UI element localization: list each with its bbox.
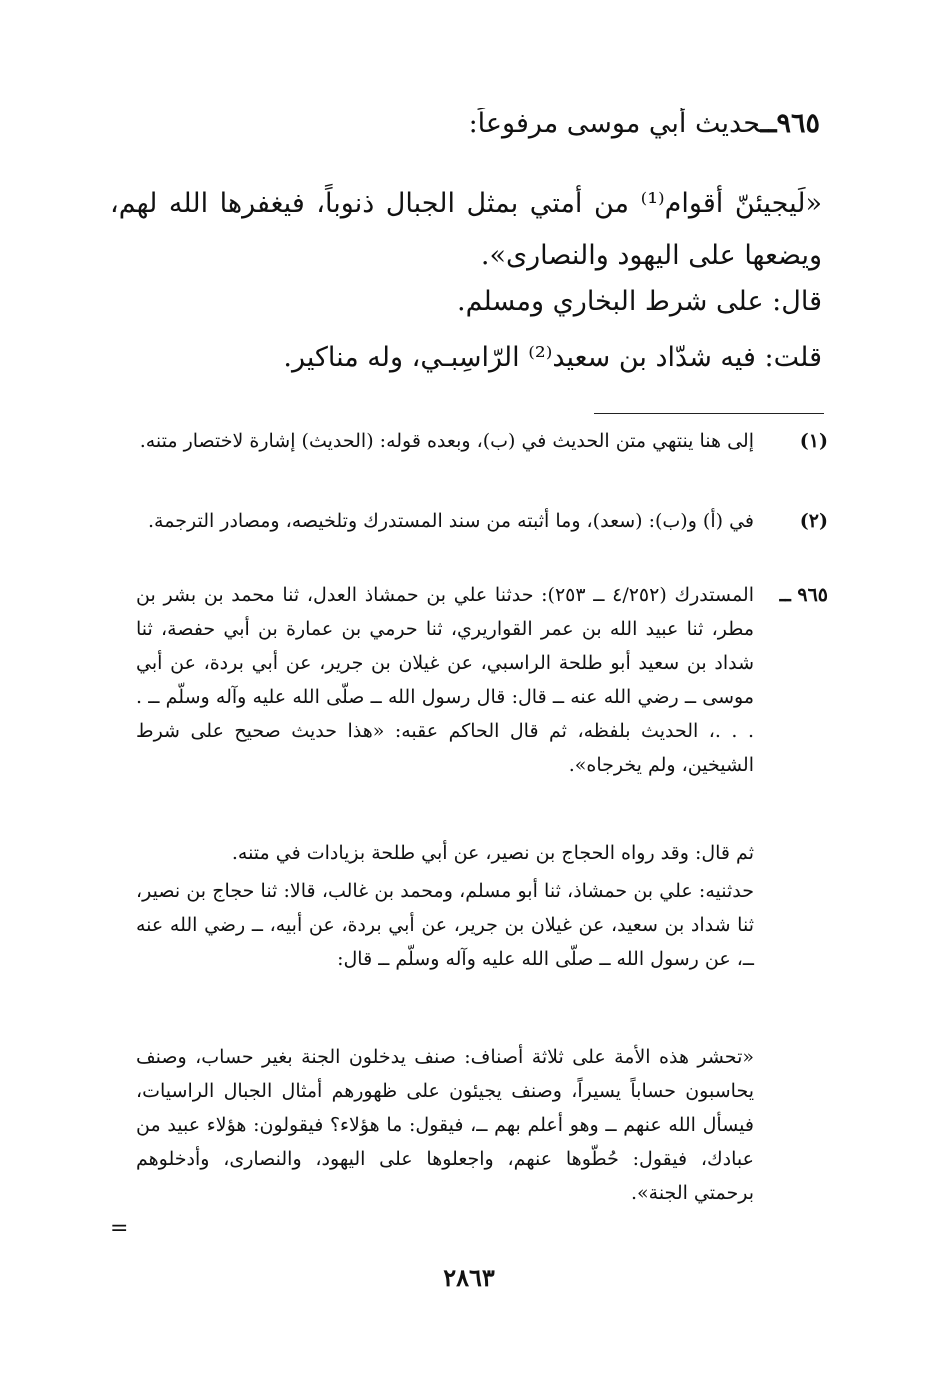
hadith-number: ٩٦٥ xyxy=(776,108,820,139)
note-965 xyxy=(116,578,828,818)
footnote-mark: (٢) xyxy=(799,510,828,532)
footnote-text: في (أ) و(ب): (سعد)، وما أثبته من سند المستدرك وتلخيصه، ومصادر الترجمة. xyxy=(148,510,754,532)
paragraph-haddathanihi: حدثنيه: علي بن حمشاذ، ثنا أبو مسلم، ومحمد بن غالب، قالا: ثنا حجاج بن نصير، ثنا شداد بن سعيد، عن غيلان بن جرير، عن أبي بردة، عن أبيه، ــ رضي الله عنه ــ، عن رسول الله ــ صلّى الله عليه وآله وسلّم ــ قال: xyxy=(136,880,754,970)
footnote-text: إلى هنا ينتهي متن الحديث في (ب)، وبعده قوله: (الحديث) إشارة لاختصار متنه. xyxy=(139,430,754,452)
note-text: المستدرك (٤/٢٥٢ ــ ٢٥٣): حدثنا علي بن حمشاذ العدل، ثنا محمد بن بشر بن مطر، ثنا عبيد الله بن عمر القواريري، ثنا حرمي بن عمارة بن أبي حفصة، ثنا شداد بن سعيد أبو طلحة الراسبي، عن غيلان بن جرير، عن أبي بردة، عن أبي موسى ــ رضي الله عنه ــ قال: قال رسول الله ــ صلّى الله عليه وآله وسلّم ــ . . . .، الحديث بلفظه، ثم قال الحاكم عقبه: «هذا حديث صحيح على شرط الشيخين، ولم يخرجاه». xyxy=(136,584,754,776)
hadith-text: «لَيجيئنّ أقوام⁽¹⁾ من أمتي بمثل الجبال ذنوباً، فيغفرها الله لهم، ويضعها على اليهود والنصارى». xyxy=(110,188,822,271)
paragraph-tuhshar: «تحشر هذه الأمة على ثلاثة أصناف: صنف يدخلون الجنة بغير حساب، وصنف يحاسبون حساباً يسيراً، وصنف يجيئون على ظهورهم أمثال الجبال الراسيات، فيسأل الله عنهم ــ وهو أعلم بهم ــ، فيقول: ما هؤلاء؟ فيقولون: هؤلاء عبيد من عبادك، فيقول: حُطّوها عنهم، واجعلوها على اليهود، والنصارى، وأدخلوهم برحمتي الجنة». xyxy=(136,1046,754,1204)
paragraph-thumma: ثم قال: وقد رواه الحجاج بن نصير، عن أبي طلحة بزيادات في متنه. xyxy=(231,842,754,864)
heading-dash: ــ xyxy=(760,108,777,139)
hadith-title: حديث أبي موسى مرفوعاً: xyxy=(468,108,761,139)
footnote-mark: (١) xyxy=(799,430,828,452)
footnote-1 xyxy=(116,424,828,494)
qult-line: قلت: فيه شدّاد بن سعيد⁽²⁾ الرّاسِبـي، وله مناكير. xyxy=(283,342,822,373)
hadith-heading xyxy=(469,108,820,139)
note-mark: ٩٦٥ ــ xyxy=(779,584,828,606)
footnote-separator xyxy=(594,413,824,414)
page-number: ٢٨٦٣ xyxy=(443,1263,495,1292)
qal-line: قال: على شرط البخاري ومسلم. xyxy=(456,286,822,317)
footnote-2 xyxy=(116,504,828,574)
continuation-mark: = xyxy=(110,1216,129,1241)
